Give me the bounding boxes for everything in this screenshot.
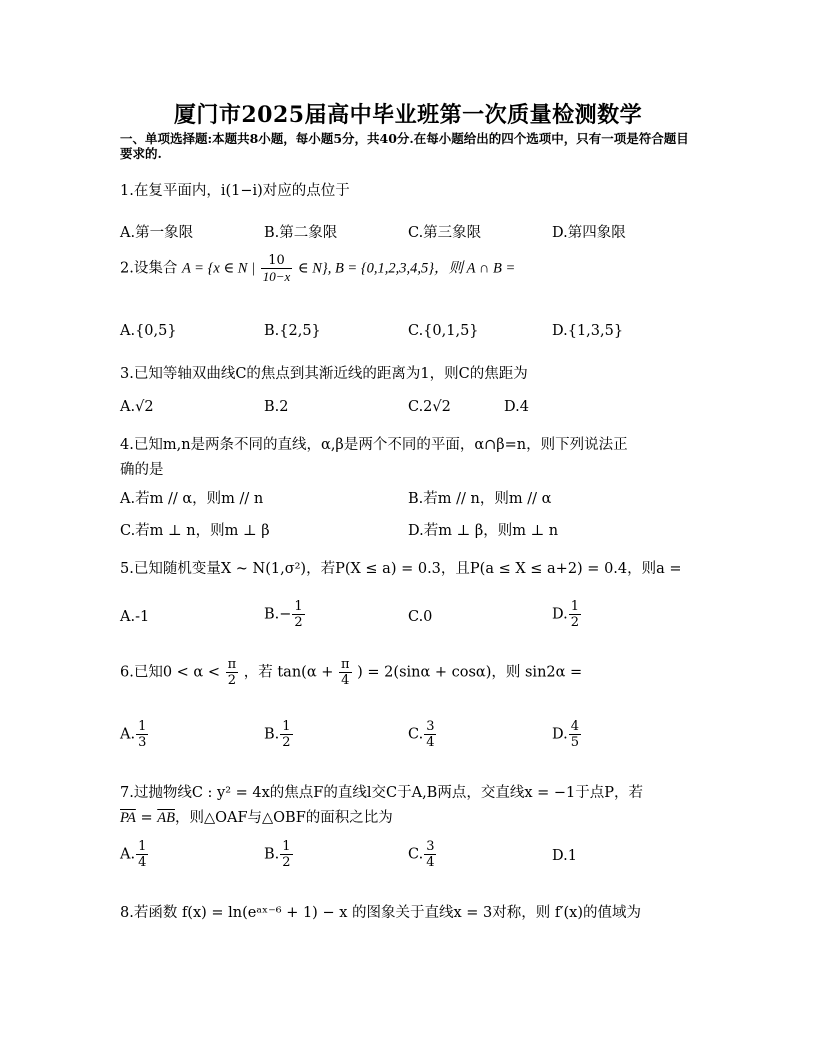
q5-d-den: 2 (570, 615, 579, 630)
q5-d-label: D. (552, 606, 568, 623)
question-4-stem: 4.已知m,n是两条不同的直线，α,β是两个不同的平面，α∩β=n，则下列说法正 (120, 437, 628, 453)
question-6-option-a (120, 720, 149, 749)
q7-b-label: B. (264, 846, 280, 863)
question-5-option-d (552, 600, 582, 629)
question-7-option-d: D.1 (552, 848, 577, 864)
question-6-option-d (552, 720, 582, 749)
question-2-option-c: C.{0,1,5} (408, 323, 479, 339)
question-2-option-a: A.{0,5} (120, 323, 177, 339)
question-7-option-c (408, 840, 437, 869)
question-4-option-c: C.若m ⊥ n，则m ⊥ β (120, 523, 270, 539)
q6-c-frac (424, 720, 436, 749)
q6-four: 4 (341, 673, 350, 688)
q6-two: 2 (227, 673, 236, 688)
question-4-option-d: D.若m ⊥ β，则m ⊥ n (408, 523, 559, 539)
question-4-option-b: B.若m // n，则m // α (408, 491, 552, 507)
page-title: 厦门市2025届高中毕业班第一次质量检测数学 (173, 102, 643, 128)
q6-stem-c: ) = 2(sinα + cosα)，则 sin2α = (357, 664, 583, 681)
q5-b-num: 1 (294, 599, 303, 614)
question-5-stem: 5.已知随机变量X ~ N(1,σ²)，若P(X ≤ a) = 0.3，且P(a ≤ X ≤ a+2) = 0.4，则a = (120, 561, 682, 577)
q6-c-num: 3 (426, 719, 435, 734)
question-5-option-c: C.0 (408, 609, 433, 625)
question-7-option-b (264, 840, 294, 869)
question-3-stem: 3.已知等轴双曲线C的焦点到其渐近线的距离为1，则C的焦距为 (120, 366, 528, 382)
q7-c-den: 4 (426, 855, 435, 870)
q7-eq: = (135, 810, 158, 826)
q7-b-frac (280, 840, 292, 869)
q6-a-label: A. (120, 726, 136, 743)
q6-a-frac (136, 720, 148, 749)
question-1-option-d: D.第四象限 (552, 225, 626, 241)
question-2-option-b: B.{2,5} (264, 323, 321, 339)
q2-stem-prefix: 2.设集合 (120, 260, 178, 277)
q7-b-den: 2 (282, 855, 291, 870)
q6-d-num: 4 (570, 719, 579, 734)
q7-a-frac (136, 840, 148, 869)
q6-pi2: π (341, 657, 350, 672)
q6-b-frac (280, 720, 292, 749)
question-1-stem: 1.在复平面内，i(1−i)对应的点位于 (120, 183, 350, 199)
question-7-option-a (120, 840, 149, 869)
question-7-stem: 7.过抛物线C : y² = 4x的焦点F的直线l交C于A,B两点，交直线x = −1于点P，若 (120, 785, 644, 801)
q7-a-den: 4 (138, 855, 147, 870)
q6-b-label: B. (264, 726, 280, 743)
q2-set-right: ∈ N}, B = {0,1,2,3,4,5}，则 A ∩ B = (297, 260, 516, 277)
question-3-option-b: B.2 (264, 399, 289, 415)
q6-c-den: 4 (426, 735, 435, 750)
q6-frac-pi-2 (226, 658, 239, 687)
q6-b-num: 1 (282, 719, 291, 734)
q6-a-num: 1 (138, 719, 147, 734)
q6-b-den: 2 (282, 735, 291, 750)
question-6-option-b (264, 720, 294, 749)
q7-vector-ab: $\overline{AB}$ (157, 810, 175, 826)
question-6-option-c (408, 720, 437, 749)
q7-b-num: 1 (282, 839, 291, 854)
section-heading: 一、单项选择题:本题共8小题，每小题5分，共40分.在每小题给出的四个选项中，只有一项是符合题目要求的. (120, 131, 689, 161)
question-1-option-a: A.第一象限 (120, 225, 194, 241)
question-7-stem-cont (120, 806, 393, 827)
q5-b-frac (292, 600, 304, 629)
question-4-option-a: A.若m // α，则m // n (120, 491, 264, 507)
q7-c-num: 3 (426, 839, 435, 854)
q7-vector-pa: $\overline{PA}$ (120, 810, 136, 826)
question-1-option-c: C.第三象限 (408, 225, 482, 241)
q2-frac-num: 10 (261, 254, 293, 269)
q6-d-frac (569, 720, 581, 749)
question-6-stem (120, 658, 582, 687)
q6-d-label: D. (552, 726, 568, 743)
q7-c-frac (424, 840, 436, 869)
q2-fraction (261, 254, 293, 283)
q5-d-frac (569, 600, 581, 629)
question-2-stem (120, 254, 515, 283)
q6-d-den: 5 (570, 735, 579, 750)
q6-a-den: 3 (138, 735, 147, 750)
q5-b-label: B.− (264, 606, 292, 623)
q2-set-left: A = {x ∈ N | (181, 260, 256, 277)
q6-pi: π (227, 657, 237, 672)
q6-c-label: C. (408, 726, 424, 743)
q2-frac-den: 10−x (262, 269, 291, 284)
question-8-stem: 8.若函数 f(x) = ln(eᵃˣ⁻⁶ + 1) − x 的图象关于直线x = 3对称，则 f′(x)的值域为 (120, 905, 642, 921)
question-4-stem-cont: 确的是 (120, 462, 164, 478)
question-3-option-c: C.2√2 (408, 399, 451, 415)
question-3-option-a: A.√2 (120, 399, 154, 415)
question-5-option-b (264, 600, 306, 629)
q7-c-label: C. (408, 846, 424, 863)
question-5-option-a: A.-1 (120, 609, 150, 625)
q6-stem-b: ，若 tan(α + (243, 664, 334, 681)
q7-a-num: 1 (138, 839, 147, 854)
q7-a-label: A. (120, 846, 136, 863)
question-1-option-b: B.第二象限 (264, 225, 338, 241)
question-2-option-d: D.{1,3,5} (552, 323, 624, 339)
question-3-option-d: D.4 (504, 399, 529, 415)
q6-frac-pi-4 (339, 658, 352, 687)
q5-d-num: 1 (570, 599, 579, 614)
q6-stem-a: 6.已知0 < α < (120, 664, 220, 681)
q7-rest: ，则△OAF与△OBF的面积之比为 (174, 810, 393, 826)
q5-b-den: 2 (294, 615, 303, 630)
